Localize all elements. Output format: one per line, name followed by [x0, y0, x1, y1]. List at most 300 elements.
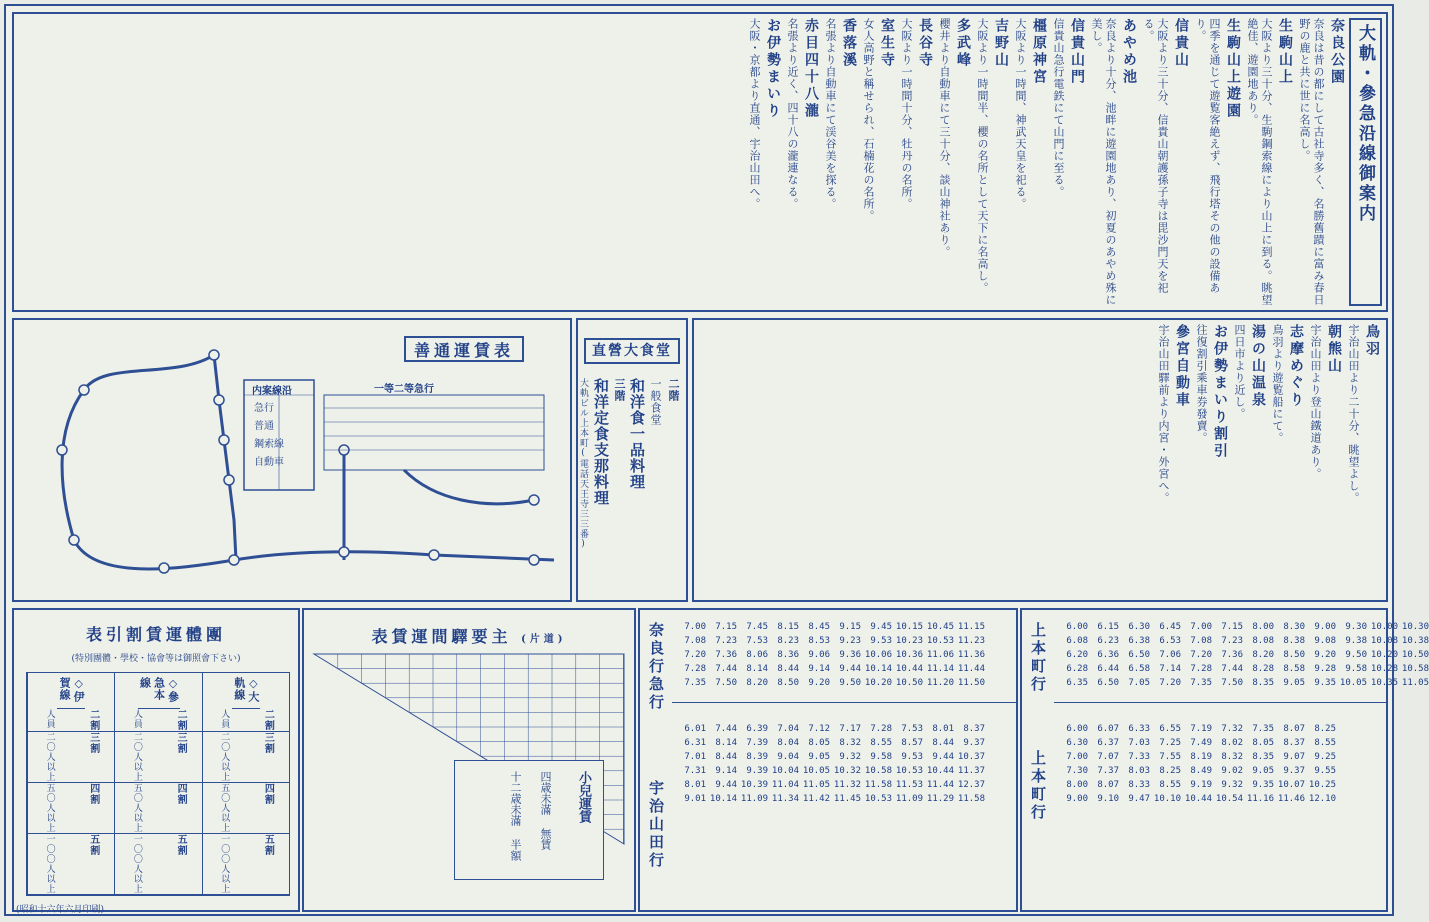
timetable_uehon-cell-0-8: 9.00: [1314, 622, 1336, 632]
timetable_uehon2-cell-3-1: 7.37: [1097, 766, 1119, 776]
service-note: 一等二等急行: [374, 384, 434, 395]
guide-text-13: 大阪・京都より直通、宇治山田へ。: [748, 18, 761, 210]
timetable_uehon2-cell-0-0: 6.00: [1066, 724, 1088, 734]
children-row-2: 十二歳未滿 半額: [509, 771, 522, 861]
right-guide-heading-1: 朝熊山: [1326, 324, 1342, 375]
fare-val-2-1: 三割: [87, 732, 99, 754]
timetable_uehon2-cell-5-6: 11.16: [1246, 794, 1274, 804]
timetable_uji-cell-5-2: 11.09: [740, 794, 768, 804]
timetable_uehon-cell-3-9: 9.58: [1345, 664, 1367, 674]
guide-heading-5: 信貴山門: [1069, 18, 1085, 86]
fare-col-0: [202, 673, 289, 895]
guide-text-5: 信貴山急行電鉄にて山門に至る。: [1052, 18, 1065, 198]
timetable_uji-cell-2-3: 9.04: [777, 752, 799, 762]
timetable_uji-cell-4-9: 12.37: [957, 780, 985, 790]
legend-item-3: 自動車: [254, 457, 284, 468]
legend-title: 内案線沿: [252, 386, 292, 397]
guide-text-3: 大阪より三十分、信貴山朝護孫子寺は毘沙門天を祀る。: [1142, 18, 1169, 294]
timetable_uehon-cell-0-5: 7.15: [1221, 622, 1243, 632]
timetable_uji-cell-4-5: 11.32: [833, 780, 861, 790]
timetable_uji-cell-0-9: 8.37: [963, 724, 985, 734]
right-guide-text-2: 鳥羽より遊覧船にて。: [1271, 324, 1284, 444]
timetable_uehon-cell-0-11: 10.30: [1401, 622, 1429, 632]
legend-item-0: 急行: [254, 403, 274, 414]
timetable_nara_right-cell-0-6: 9.45: [870, 622, 892, 632]
fare-cell-2-0: [28, 709, 114, 732]
guide-text-10: 女人高野と稱せられ、石楠花の名所。: [862, 18, 875, 222]
timetable_uji-cell-2-5: 9.32: [839, 752, 861, 762]
guide-text-2: 四季を通じて遊覧客絶えず、飛行塔その他の設備あり。: [1194, 18, 1221, 294]
timetable_nara_right-cell-3-0: 7.28: [684, 664, 706, 674]
timetable_uji-cell-3-1: 9.14: [715, 766, 737, 776]
timetable_uehon2-cell-1-6: 8.05: [1252, 738, 1274, 748]
fare-val-0-1: 三割: [262, 732, 274, 754]
timetable_uji-cell-0-4: 7.12: [808, 724, 830, 734]
timetable_nara_right-row-3: [678, 662, 985, 676]
timetable_uehon-cell-3-2: 6.58: [1128, 664, 1150, 674]
timetable_nara_right-row-0: [678, 620, 985, 634]
timetable_uji-cell-3-6: 10.58: [864, 766, 892, 776]
timetable_uji-cell-4-4: 11.05: [802, 780, 830, 790]
guide-text-1: 大阪より三十分、生駒鋼索線により山上に到る。眺望絶佳、遊園地あり。: [1246, 18, 1273, 306]
guide-text-0: 奈良は昔の都にして古社寺多く、名勝舊蹟に富み春日野の鹿と共に世に名高し。: [1298, 18, 1325, 306]
restaurant-title-box: [584, 338, 680, 364]
timetable_uehon-cell-2-7: 8.50: [1283, 650, 1305, 660]
timetable-uehon: [1060, 620, 1429, 690]
timetable_uji-cell-0-0: 6.01: [684, 724, 706, 734]
timetable_uehon2-row-4: [1060, 778, 1336, 792]
timetable_uji-cell-5-4: 11.42: [802, 794, 830, 804]
timetable_uehon-cell-3-3: 7.14: [1159, 664, 1181, 674]
timetable_nara_right-row-4: [678, 676, 985, 690]
children-row-1: 四歳未滿 無賃: [539, 771, 552, 850]
fare-col-head-2: ◇伊賀線: [57, 673, 85, 709]
timetable_uji-cell-1-6: 8.55: [870, 738, 892, 748]
timetable_uehon-cell-4-10: 10.35: [1370, 678, 1398, 688]
timetable_uehon-cell-2-9: 9.50: [1345, 650, 1367, 660]
timetable_nara_right-cell-3-3: 8.44: [777, 664, 799, 674]
timetable_uehon2-cell-5-0: 9.00: [1066, 794, 1088, 804]
fare-val-0-2: 四割: [262, 783, 274, 805]
timetable_uehon-row-4: [1060, 676, 1429, 690]
fare-val-0-0: 二割: [262, 709, 274, 731]
right-guide-text-0: 宇治山田より二十分、眺望よし。: [1347, 324, 1360, 504]
timetable_nara_right-cell-4-4: 9.20: [808, 678, 830, 688]
timetable_uehon2-cell-5-2: 9.47: [1128, 794, 1150, 804]
timetable_uehon2-cell-2-8: 9.25: [1314, 752, 1336, 762]
timetable_uehon2-cell-2-4: 8.19: [1190, 752, 1212, 762]
timetable_uji-cell-2-0: 7.01: [684, 752, 706, 762]
timetable_uji-cell-2-2: 8.39: [746, 752, 768, 762]
timetable_uji-cell-0-1: 7.44: [715, 724, 737, 734]
timetable_uehon2-cell-0-8: 8.25: [1314, 724, 1336, 734]
timetable_uji-row-4: [678, 778, 985, 792]
timetable_nara_right-cell-0-4: 8.45: [808, 622, 830, 632]
timetable_uji-cell-1-8: 8.44: [932, 738, 954, 748]
timetable_nara_right-cell-2-1: 7.36: [715, 650, 737, 660]
right-guide-text-4: 往復割引乘車券發賣。: [1195, 324, 1208, 444]
fare-cell-1-0: [115, 709, 201, 732]
right-guide-heading-2: 志摩めぐり: [1288, 324, 1304, 409]
timetable_uji-row-0: [678, 722, 985, 736]
timetable_uji-row-3: [678, 764, 985, 778]
timetable_uehon2-cell-5-7: 11.46: [1277, 794, 1305, 804]
fare-cell-1-2: [115, 783, 201, 834]
timetable_uji-cell-2-4: 9.05: [808, 752, 830, 762]
timetable-nara: [678, 620, 985, 690]
timetable_nara_right-cell-3-8: 11.14: [926, 664, 954, 674]
timetable_uji-cell-3-9: 11.37: [957, 766, 985, 776]
timetable_uehon-cell-1-2: 6.38: [1128, 636, 1150, 646]
timetable_uehon-cell-1-0: 6.08: [1066, 636, 1088, 646]
timetable_uji-cell-4-1: 9.44: [715, 780, 737, 790]
timetable_uji-cell-5-3: 11.34: [771, 794, 799, 804]
timetable_uehon2-cell-5-1: 9.10: [1097, 794, 1119, 804]
fare-row-label-1-3: 一〇〇人以上: [131, 834, 142, 894]
timetable_uehon-row-3: [1060, 662, 1429, 676]
timetable_uehon2-cell-1-8: 8.55: [1314, 738, 1336, 748]
timetable_uehon-cell-3-1: 6.44: [1097, 664, 1119, 674]
timetable_nara_right-cell-0-1: 7.15: [715, 622, 737, 632]
timetable_uehon-row-0: [1060, 620, 1429, 634]
fare-cell-1-3: [115, 834, 201, 895]
timetable_uehon2-cell-4-8: 10.25: [1308, 780, 1336, 790]
timetable_uehon-cell-3-6: 8.28: [1252, 664, 1274, 674]
timetable_nara_right-cell-1-1: 7.23: [715, 636, 737, 646]
timetable_uehon2-cell-1-4: 7.49: [1190, 738, 1212, 748]
fare-val-1-2: 四割: [175, 783, 187, 805]
timetable_uehon-cell-2-4: 7.20: [1190, 650, 1212, 660]
timetable_uehon-cell-3-10: 10.28: [1370, 664, 1398, 674]
restaurant-item-2: 和洋定食支那料理: [592, 378, 610, 506]
timetable-uehon2: [1060, 722, 1336, 806]
timetable_nara_right-cell-2-4: 9.06: [808, 650, 830, 660]
timetable_uehon2-cell-2-3: 7.55: [1159, 752, 1181, 762]
timetable_nara_right-cell-0-8: 10.45: [926, 622, 954, 632]
timetable_nara_right-row-1: [678, 634, 985, 648]
timetable_nara_right-cell-2-5: 9.36: [839, 650, 861, 660]
timetable_uji-cell-0-7: 7.53: [901, 724, 923, 734]
fare-title: 表引割賃運體團: [85, 625, 226, 644]
timetable_nara_right-cell-4-1: 7.50: [715, 678, 737, 688]
timetable_uehon-cell-2-10: 10.20: [1370, 650, 1398, 660]
timetable_uji-cell-5-9: 11.58: [957, 794, 985, 804]
fare-panel: [12, 608, 300, 912]
timetable_uehon2-cell-1-3: 7.25: [1159, 738, 1181, 748]
timetable_uji-cell-4-6: 11.58: [864, 780, 892, 790]
timetable_uehon2-cell-4-0: 8.00: [1066, 780, 1088, 790]
timetable_uji-cell-1-4: 8.05: [808, 738, 830, 748]
timetable_uehon2-cell-0-7: 8.07: [1283, 724, 1305, 734]
timetable_uji-cell-2-1: 8.44: [715, 752, 737, 762]
timetable_uehon-cell-1-3: 6.53: [1159, 636, 1181, 646]
timetable_uehon-cell-0-1: 6.15: [1097, 622, 1119, 632]
timetable_uehon-cell-2-2: 6.50: [1128, 650, 1150, 660]
timetable_uji-cell-5-1: 10.14: [709, 794, 737, 804]
fare-cell-0-2: [203, 783, 289, 834]
timetable_uji-cell-0-5: 7.17: [839, 724, 861, 734]
fare-val-1-3: 五割: [175, 834, 187, 856]
timetable_uji-cell-1-0: 6.31: [684, 738, 706, 748]
children-box: [454, 760, 604, 880]
guide-text-9: 大阪より一時間十分、牡丹の名所。: [900, 18, 913, 210]
timetable_uehon-cell-4-8: 9.35: [1314, 678, 1336, 688]
timetable_uehon-cell-1-5: 7.23: [1221, 636, 1243, 646]
nara-title: 奈良行急行: [647, 622, 665, 712]
timetable_nara_right-cell-3-4: 9.14: [808, 664, 830, 674]
timetable_uehon-cell-3-4: 7.28: [1190, 664, 1212, 674]
timetable_uehon2-cell-0-3: 6.55: [1159, 724, 1181, 734]
timetable_uehon2-cell-2-6: 8.35: [1252, 752, 1274, 762]
restaurant-sub2: 一般食堂: [649, 378, 662, 426]
timetable_uji-cell-1-5: 8.32: [839, 738, 861, 748]
fare-col-head-0: ◇大軌線: [232, 673, 260, 709]
fare-cell-2-1: [28, 732, 114, 783]
timetable_uehon2-cell-2-5: 8.32: [1221, 752, 1243, 762]
timetable_nara_right-cell-1-2: 7.53: [746, 636, 768, 646]
distance-sub: (片道): [521, 634, 567, 645]
timetable_uji-cell-1-3: 8.04: [777, 738, 799, 748]
timetable_nara_right-cell-1-0: 7.08: [684, 636, 706, 646]
timetable_uji-cell-0-6: 7.28: [870, 724, 892, 734]
timetable-nara-panel: [638, 608, 1018, 912]
timetable_nara_right-cell-4-0: 7.35: [684, 678, 706, 688]
restaurant-floor3: 三階: [613, 378, 626, 402]
timetable_uehon-cell-4-0: 6.35: [1066, 678, 1088, 688]
fare-row-label-0-0: 人員: [219, 709, 230, 729]
timetable_nara_right-cell-0-9: 11.15: [957, 622, 985, 632]
timetable_uehon2-cell-5-8: 12.10: [1308, 794, 1336, 804]
timetable_uehon2-cell-2-2: 7.33: [1128, 752, 1150, 762]
right-guide-heading-0: 鳥羽: [1364, 324, 1380, 358]
timetable_uehon-cell-1-6: 8.08: [1252, 636, 1274, 646]
timetable_uehon2-cell-4-7: 10.07: [1277, 780, 1305, 790]
timetable_uehon-cell-4-2: 7.05: [1128, 678, 1150, 688]
timetable_uehon2-cell-3-7: 9.37: [1283, 766, 1305, 776]
timetable_uehon-cell-4-9: 10.05: [1339, 678, 1367, 688]
timetable_nara_right-cell-3-2: 8.14: [746, 664, 768, 674]
fare-note: (特別團體・學校・協會等は御照會下さい): [71, 654, 241, 664]
timetable_nara_right-cell-3-1: 7.44: [715, 664, 737, 674]
timetable_uehon-cell-4-5: 7.50: [1221, 678, 1243, 688]
timetable_uehon-cell-0-2: 6.30: [1128, 622, 1150, 632]
timetable_uehon-cell-3-0: 6.28: [1066, 664, 1088, 674]
timetable_uji-cell-2-9: 10.37: [957, 752, 985, 762]
timetable_uji-cell-4-0: 8.01: [684, 780, 706, 790]
timetable_uehon2-row-3: [1060, 764, 1336, 778]
fare-val-0-3: 五割: [262, 834, 274, 856]
timetable_uehon-cell-3-8: 9.28: [1314, 664, 1336, 674]
timetable_uehon2-cell-0-5: 7.32: [1221, 724, 1243, 734]
right-guide-text-5: 宇治山田驛前より内宮・外宮へ。: [1157, 324, 1170, 504]
timetable_uji-cell-3-4: 10.05: [802, 766, 830, 776]
guide-heading-3: 信貴山: [1173, 18, 1189, 69]
fare-cell-0-1: [203, 732, 289, 783]
timetable_uehon2-cell-3-3: 8.25: [1159, 766, 1181, 776]
legend: [254, 400, 310, 472]
timetable_uehon2-cell-3-0: 7.30: [1066, 766, 1088, 776]
fare-val-2-0: 二割: [87, 709, 99, 731]
timetable_uehon2-cell-3-2: 8.03: [1128, 766, 1150, 776]
timetable_nara_right-cell-0-2: 7.45: [746, 622, 768, 632]
timetable_uehon2-cell-3-8: 9.55: [1314, 766, 1336, 776]
timetable_nara_right-cell-2-2: 8.06: [746, 650, 768, 660]
timetable_uehon-cell-1-4: 7.08: [1190, 636, 1212, 646]
timetable_nara_right-cell-4-2: 8.20: [746, 678, 768, 688]
timetable_uji-cell-0-3: 7.04: [777, 724, 799, 734]
timetable_uehon2-cell-1-5: 8.02: [1221, 738, 1243, 748]
timetable_nara_right-cell-0-5: 9.15: [839, 622, 861, 632]
guide-text-12: 名張より近く、四十八の瀧連なる。: [786, 18, 799, 210]
timetable_uji-cell-2-6: 9.58: [870, 752, 892, 762]
timetable_nara_right-cell-4-7: 10.50: [895, 678, 923, 688]
right-guide-text-3: 四日市より近し。: [1233, 324, 1246, 420]
fare-cell-2-3: [28, 834, 114, 895]
timetable_nara_right-cell-2-3: 8.36: [777, 650, 799, 660]
guide-panel: [12, 12, 1388, 312]
guide-text-6: 大阪より一時間、神武天皇を祀る。: [1014, 18, 1027, 210]
fare-cell-2-2: [28, 783, 114, 834]
guide-heading-12: 赤目四十八瀧: [803, 18, 819, 120]
timetable_uehon2-cell-0-4: 7.19: [1190, 724, 1212, 734]
timetable_uehon-cell-1-1: 6.23: [1097, 636, 1119, 646]
timetable_uehon2-cell-0-1: 6.07: [1097, 724, 1119, 734]
timetable_nara_right-cell-1-8: 10.53: [926, 636, 954, 646]
timetable_uji-cell-3-7: 10.53: [895, 766, 923, 776]
timetable_uehon-cell-1-8: 9.08: [1314, 636, 1336, 646]
timetable_uji-cell-1-1: 8.14: [715, 738, 737, 748]
fare-grid: [26, 672, 290, 896]
timetable_nara_right-cell-3-7: 10.44: [895, 664, 923, 674]
timetable_nara_right-cell-0-3: 8.15: [777, 622, 799, 632]
guide-heading-1: 生駒山上: [1277, 18, 1293, 86]
timetable_uji-cell-2-8: 9.44: [932, 752, 954, 762]
timetable_nara_right-cell-4-9: 11.50: [957, 678, 985, 688]
fare-row-label-1-2: 五〇人以上: [131, 783, 142, 833]
timetable_uehon2-cell-4-5: 9.32: [1221, 780, 1243, 790]
right-guide-panel: [692, 318, 1388, 602]
fare-cell-0-0: [203, 709, 289, 732]
timetable_uehon2-cell-2-0: 7.00: [1066, 752, 1088, 762]
guide-text-4: 奈良より十分、池畔に遊園地あり、初夏のあやめ殊に美し。: [1090, 18, 1117, 306]
restaurant-address: 大軌ビル上本町(電話天王寺三三番): [578, 378, 588, 550]
timetable_uji-row-5: [678, 792, 985, 806]
right-guide-heading-5: 參宮自動車: [1174, 324, 1190, 409]
timetable_uehon2-cell-3-4: 8.49: [1190, 766, 1212, 776]
timetable_nara_right-row-2: [678, 648, 985, 662]
timetable_uehon2-row-5: [1060, 792, 1336, 806]
fare-row-label-2-3: 一〇〇人以上: [44, 834, 55, 894]
timetable_uehon-cell-0-3: 6.45: [1159, 622, 1181, 632]
restaurant-item-1: 和洋食一品料理: [628, 378, 646, 490]
guide-heading-2: 生駒山上遊園: [1225, 18, 1241, 120]
timetable_uji-cell-4-3: 11.04: [771, 780, 799, 790]
timetable_nara_right-cell-2-7: 10.36: [895, 650, 923, 660]
fare-row-label-0-2: 五〇人以上: [219, 783, 230, 833]
timetable_uji-cell-0-2: 6.39: [746, 724, 768, 734]
timetable_uehon2-cell-3-6: 9.05: [1252, 766, 1274, 776]
timetable_uji-cell-5-8: 11.29: [926, 794, 954, 804]
timetable_uji-cell-5-7: 11.09: [895, 794, 923, 804]
timetable_uehon2-cell-5-3: 10.10: [1153, 794, 1181, 804]
timetable_uehon-cell-0-10: 10.00: [1370, 622, 1398, 632]
timetable_uehon-row-1: [1060, 634, 1429, 648]
uehon-title: 上本町行: [1029, 622, 1047, 694]
timetable_uehon2-row-0: [1060, 722, 1336, 736]
guide-text-8: 櫻井より自動車にて三十分、談山神社あり。: [938, 18, 951, 258]
guide-heading-8: 多武峰: [955, 18, 971, 69]
timetable-uji: [678, 722, 985, 806]
fare-row-label-0-1: 二〇人以上: [219, 732, 230, 782]
timetable_uji-cell-5-6: 10.53: [864, 794, 892, 804]
timetable_uehon-cell-2-3: 7.06: [1159, 650, 1181, 660]
timetable_uehon2-cell-4-6: 9.35: [1252, 780, 1274, 790]
restaurant-floor2: 二階: [667, 378, 680, 402]
timetable_uehon2-cell-4-3: 8.55: [1159, 780, 1181, 790]
timetable_nara_right-cell-3-9: 11.44: [957, 664, 985, 674]
timetable_uehon-cell-1-7: 8.38: [1283, 636, 1305, 646]
guide-heading-4: あやめ池: [1121, 18, 1137, 86]
timetable-uehon-panel: [1020, 608, 1429, 912]
legend-item-1: 普通: [254, 421, 274, 432]
timetable_uehon-cell-0-9: 9.30: [1345, 622, 1367, 632]
timetable_uehon-cell-4-3: 7.20: [1159, 678, 1181, 688]
legend-item-2: 鋼索線: [254, 439, 284, 450]
guide-heading-7: 吉野山: [993, 18, 1009, 69]
timetable_uji-row-1: [678, 736, 985, 750]
guide-heading-9: 長谷寺: [917, 18, 933, 69]
timetable_uehon2-cell-3-5: 9.02: [1221, 766, 1243, 776]
timetable_uehon2-cell-2-7: 9.07: [1283, 752, 1305, 762]
timetable_uehon2-cell-4-1: 8.07: [1097, 780, 1119, 790]
right-guide-text-1: 宇治山田より登山鐵道あり。: [1309, 324, 1322, 480]
restaurant-title: 直營大食堂: [592, 343, 672, 359]
timetable_uehon-cell-4-4: 7.35: [1190, 678, 1212, 688]
timetable_uehon-cell-2-8: 9.20: [1314, 650, 1336, 660]
guide-heading-6: 橿原神宮: [1031, 18, 1047, 86]
timetable_uji-cell-1-7: 8.57: [901, 738, 923, 748]
distance-panel: [302, 608, 636, 912]
page-title: 大軌・參急沿線御案内: [1349, 18, 1382, 306]
timetable_uehon-cell-2-6: 8.20: [1252, 650, 1274, 660]
uehon2-title: 上本町行: [1029, 750, 1047, 822]
timetable_uji-cell-3-2: 9.39: [746, 766, 768, 776]
timetable_uji-cell-4-8: 11.44: [926, 780, 954, 790]
fare-cell-1-1: [115, 732, 201, 783]
timetable_nara_right-cell-0-0: 7.00: [684, 622, 706, 632]
uji-title: 宇治山田行: [647, 780, 665, 870]
timetable-sheet: [4, 4, 1429, 916]
timetable_uji-cell-0-8: 8.01: [932, 724, 954, 734]
timetable_uji-cell-3-8: 10.44: [926, 766, 954, 776]
timetable_uji-cell-5-0: 9.01: [684, 794, 706, 804]
timetable_uehon-cell-3-7: 8.58: [1283, 664, 1305, 674]
timetable_uehon-cell-2-1: 6.36: [1097, 650, 1119, 660]
timetable_uehon-cell-2-0: 6.20: [1066, 650, 1088, 660]
timetable_nara_right-cell-2-6: 10.06: [864, 650, 892, 660]
timetable_uehon2-row-1: [1060, 736, 1336, 750]
fare-val-1-0: 二割: [175, 709, 187, 731]
timetable_uehon2-cell-5-5: 10.54: [1215, 794, 1243, 804]
timetable_nara_right-cell-2-0: 7.20: [684, 650, 706, 660]
timetable_uji-cell-5-5: 11.45: [833, 794, 861, 804]
timetable_nara_right-cell-3-6: 10.14: [864, 664, 892, 674]
timetable_uehon-cell-4-1: 6.50: [1097, 678, 1119, 688]
timetable_nara_right-cell-3-5: 9.44: [839, 664, 861, 674]
timetable_nara_right-cell-0-7: 10.15: [895, 622, 923, 632]
timetable_uehon-cell-2-11: 10.50: [1401, 650, 1429, 660]
timetable_uehon2-cell-1-1: 6.37: [1097, 738, 1119, 748]
